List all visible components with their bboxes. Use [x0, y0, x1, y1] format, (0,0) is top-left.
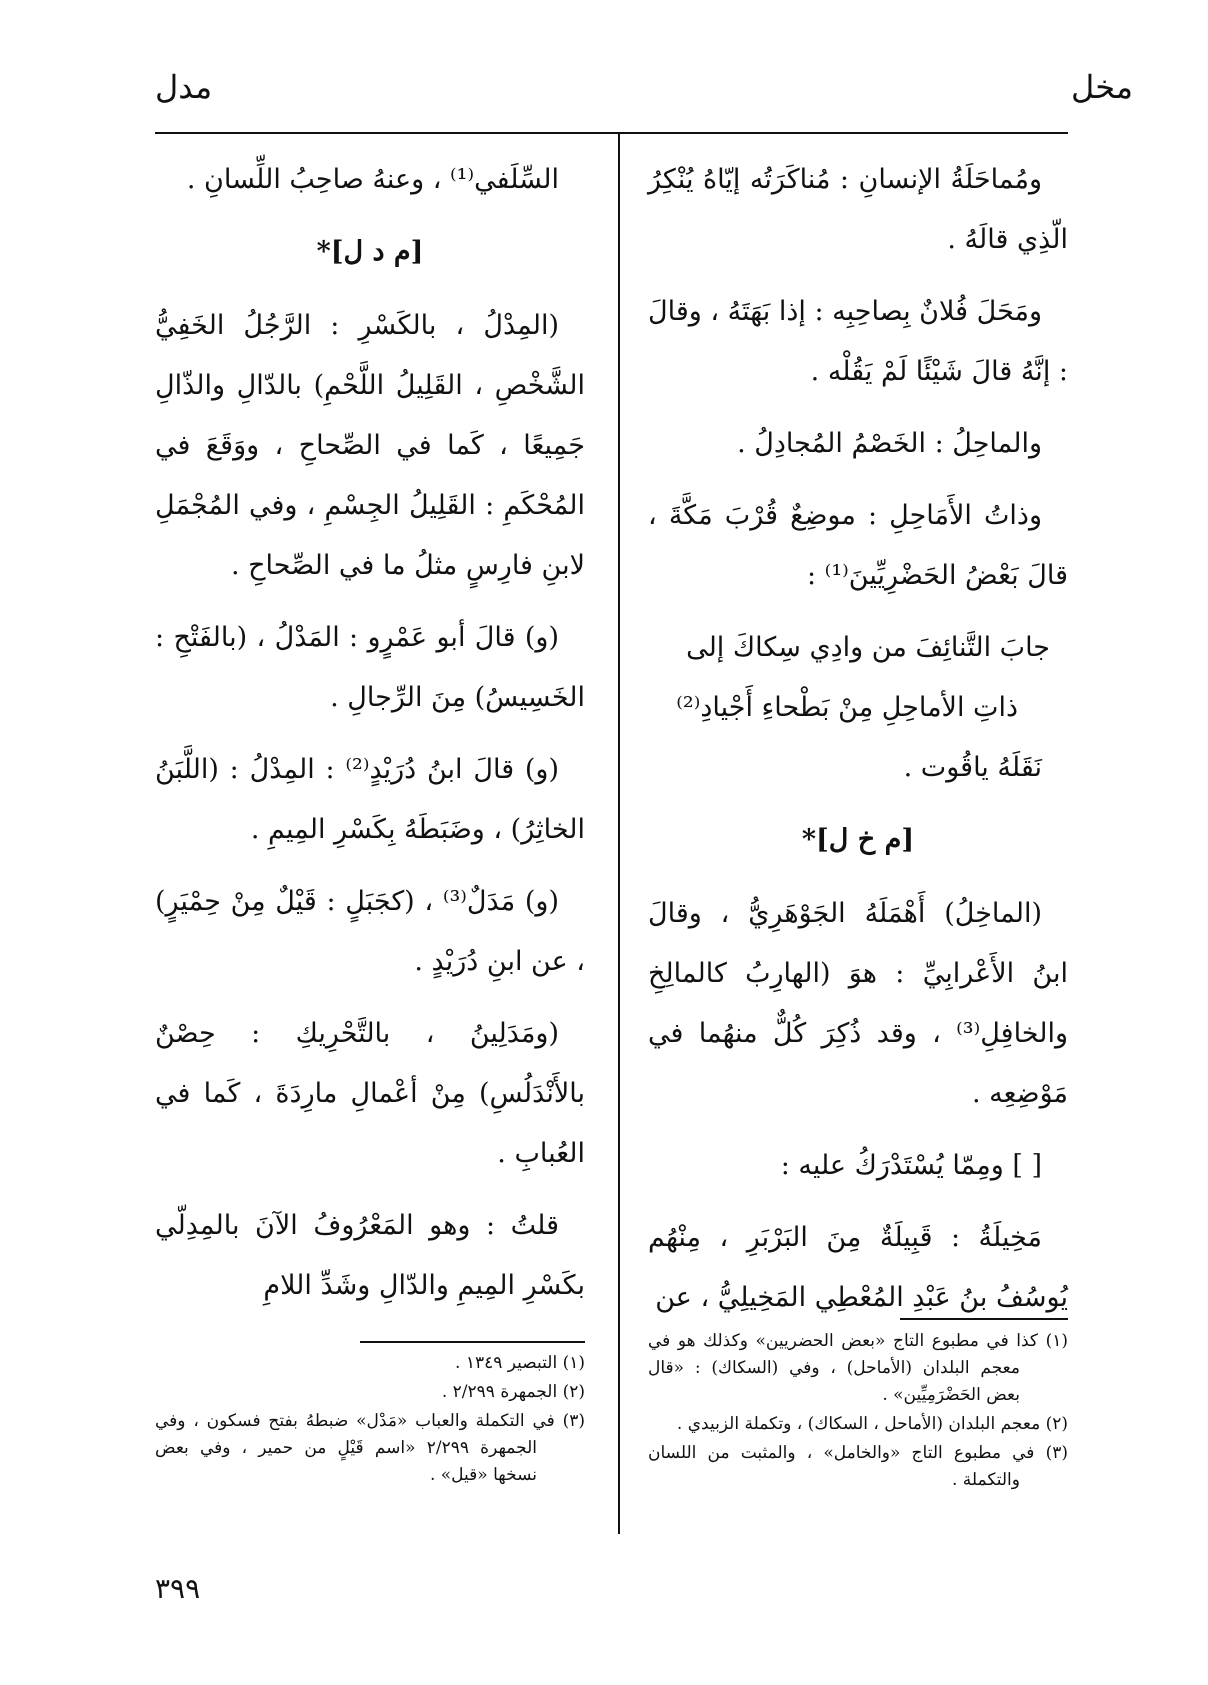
paragraph: والماحِلُ : الخَصْمُ المُجادِلُ .: [737, 428, 1042, 459]
footnote: (٢) الجمهرة ٢/٢٩٩ .: [441, 1382, 585, 1402]
paragraph: ومَحَلَ فُلانٌ بِصاحِبِه : إذا بَهَتَهُ ، وقالَ : إنَّهُ قالَ شَيْئًا لَمْ يَقُلْه .: [648, 296, 1068, 387]
footnote: (١) كذا في مطبوع التاج «بعض الحضريين» وكذلك هو في معجم البلدان (الأماحل) ، وفي (السكاك) : «قال بعض الحَضْرَمِيِّين» .: [648, 1331, 1068, 1405]
footnotes-left: [155, 1350, 585, 1491]
footnote: (٣) في مطبوع التاج «والخامل» ، والمثبت من اللسان والتكملة .: [648, 1443, 1068, 1490]
paragraph: (ومَدَلِينُ ، بالتَّحْرِيكِ : حِصْنٌ بالأَنْدَلُسِ) مِنْ أعْمالِ مارِدَةَ ، كَما في العُبابِ .: [155, 1018, 585, 1169]
verse-line-1: جابَ التَّنائِفَ من وادِي سِكاكَ إلى: [686, 632, 1050, 663]
footnote: (٢) معجم البلدان (الأماحل ، السكاك) ، وتكملة الزبيدي .: [676, 1414, 1068, 1434]
header-root-right: مخل: [1070, 68, 1133, 106]
right-column: [648, 150, 1068, 1340]
paragraph: ومُماحَلَةُ الإنسانِ : مُناكَرَتُه إيّاهُ يُنْكِرُ الّذِي قالَهُ .: [648, 164, 1068, 255]
header-root-left: مدل: [155, 68, 213, 106]
paragraph: (و) قالَ أبو عَمْرٍو : المَدْلُ ، (بالفَتْحِ : الخَسِيسُ) مِنَ الرِّجالِ .: [155, 622, 585, 713]
footnote: (١) التبصير ١٣٤٩ .: [455, 1353, 585, 1373]
paragraph: (الماخِلُ) أَهْمَلَهُ الجَوْهَرِيُّ ، وقالَ ابنُ الأَعْرابِيِّ : هوَ (الهارِبُ كالمالِخِ والخافِلِ⁽³⁾ ، وقد ذُكِرَ كُلٌّ منهُما في مَوْضِعِه .: [648, 898, 1068, 1109]
entry-heading-mdl: [م د ل]*: [316, 236, 424, 267]
paragraph: وذاتُ الأَمَاحِلِ : موضِعٌ قُرْبَ مَكَّةَ ، قالَ بَعْضُ الحَضْرِيِّينَ⁽¹⁾ :: [648, 500, 1068, 591]
footnote-rule-left: [360, 1341, 585, 1343]
paragraph: مَخِيلَةُ : قَبِيلَةٌ مِنَ البَرْبَرِ ، مِنْهُم يُوسُفُ بنُ عَبْدِ المُعْطِي المَخِيلِيُّ ، عن: [648, 1222, 1068, 1313]
paragraph: السِّلَفي⁽¹⁾ ، وعنهُ صاحِبُ اللِّسانِ .: [186, 164, 559, 195]
footnote: (٣) في التكملة والعباب «مَدْل» ضبطهُ بفتح فسكون ، وفي الجمهرة ٢/٢٩٩ «اسم قَيْلٍ من حمير ، وفي بعض نسخها «قيل» .: [155, 1411, 585, 1485]
footnote-rule-right: [900, 1318, 1068, 1320]
footnotes-right: [648, 1328, 1068, 1496]
paragraph: (المِدْلُ ، بالكَسْرِ : الرَّجُلُ الخَفِيُّ الشَّخْصِ ، القَلِيلُ اللَّحْمِ) بالدّالِ والذّالِ جَمِيعًا ، كَما في الصِّحاحِ ، ووَقَعَ في المُحْكَمِ : القَلِيلُ الجِسْمِ ، وفي المُجْمَلِ لابنِ فارِسٍ مثلُ ما في الصِّحاحِ .: [155, 310, 585, 581]
page-number: ٣٩٩: [155, 1572, 201, 1605]
column-divider: [618, 134, 620, 1534]
entry-heading-mkhl: [م خ ل]*: [801, 824, 915, 855]
addendum-heading: [ ] ومِمّا يُسْتَدْرَكُ عليه :: [780, 1150, 1042, 1181]
paragraph: قلتُ : وهو المَعْرُوفُ الآنَ بالمِدِلّي بكَسْرِ المِيمِ والدّالِ وشَدِّ اللامِ: [155, 1210, 585, 1301]
left-column: [155, 150, 585, 1328]
header-rule: [155, 132, 1068, 134]
paragraph: نَقَلَهُ ياقُوت .: [903, 752, 1042, 783]
paragraph: (و) مَدَلٌ⁽³⁾ ، (كجَبَلٍ : قَيْلٌ مِنْ حِمْيَرٍ) ، عن ابنِ دُرَيْدٍ .: [155, 886, 585, 977]
verse-line-2: ذاتِ الأماحِلِ مِنْ بَطْحاءِ أَجْيادِ⁽²⁾: [676, 692, 1018, 723]
paragraph: (و) قالَ ابنُ دُرَيْدٍ⁽²⁾ : المِدْلُ : (اللَّبَنُ الخاثِرُ) ، وضَبَطَهُ بِكَسْرِ المِيمِ .: [155, 754, 585, 845]
